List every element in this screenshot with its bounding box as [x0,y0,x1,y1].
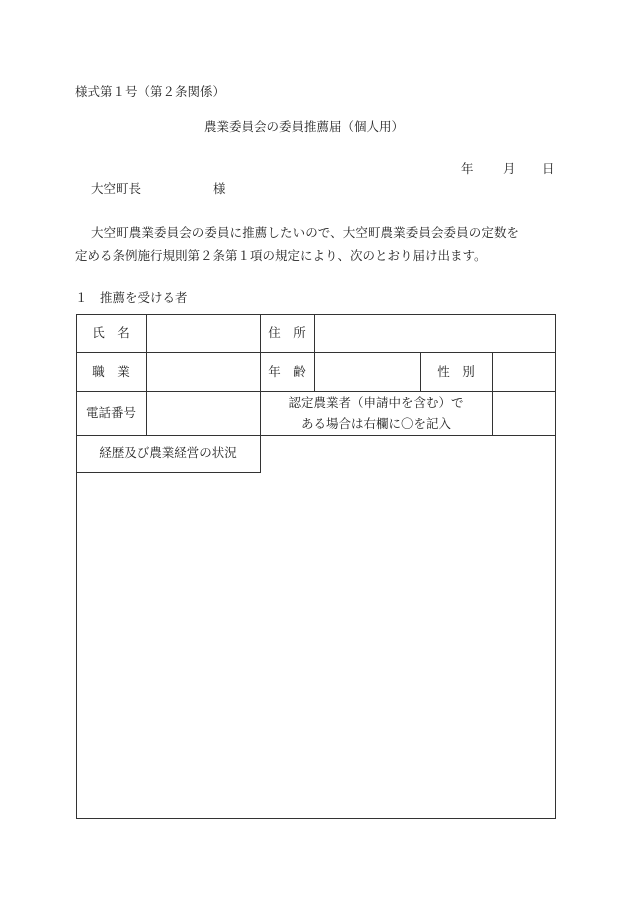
body-text-line-1: 大空町農業委員会の委員に推薦したいので、大空町農業委員会委員の定数を [91,225,520,240]
table-row-divider [76,352,556,353]
form-table [76,314,556,819]
date-year-label: 年 [461,161,474,176]
table-row-divider [76,391,556,392]
phone-label: 電話番号 [85,405,136,420]
table-column-divider [146,314,147,435]
section-heading: １ 推薦を受ける者 [75,290,188,305]
body-text-line-2: 定める条例施行規則第２条第１項の規定により、次のとおり届け出ます。 [75,248,487,263]
certified-farmer-label-line-2: ある場合は右欄に〇を記入 [300,416,451,431]
addressee-name: 大空町長 [91,181,142,196]
history-label-bottom-border [76,472,260,473]
form-number: 様式第１号（第２条関係） [75,84,226,99]
age-label: 年 齢 [268,364,306,379]
table-row-divider [76,435,556,436]
occupation-label: 職 業 [92,364,130,379]
career-history-label: 経歴及び農業経営の状況 [99,445,237,460]
date-day-label: 日 [542,161,555,176]
date-month-label: 月 [503,161,516,176]
addressee-honorific: 様 [213,181,226,196]
table-column-divider [492,352,493,435]
document-title: 農業委員会の委員推薦届（個人用） [204,119,405,134]
table-column-divider [314,314,315,391]
certified-farmer-label-line-1: 認定農業者（申請中を含む）で [288,395,464,410]
address-label: 住 所 [268,325,306,340]
name-label: 氏 名 [92,325,130,340]
gender-label: 性 別 [437,364,475,379]
